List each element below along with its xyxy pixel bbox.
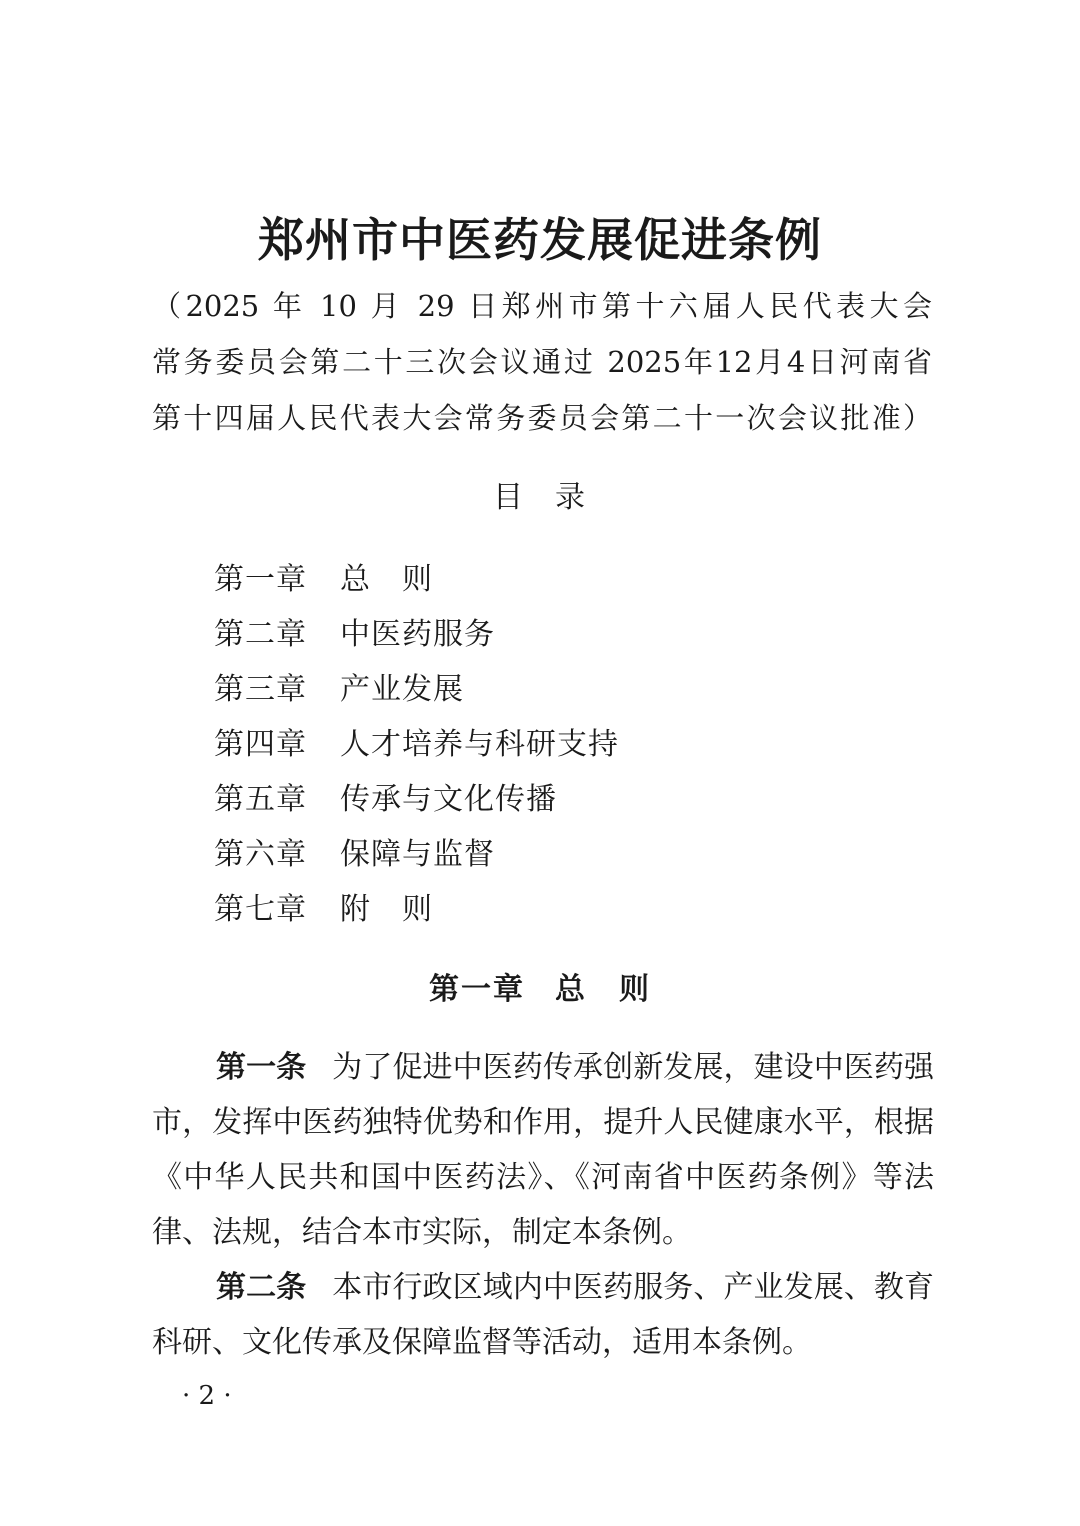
toc-heading-left: 目 bbox=[493, 480, 525, 515]
toc-chapter-number: 第一章 bbox=[214, 561, 307, 597]
toc-item bbox=[214, 878, 914, 933]
toc-chapter-number: 第四章 bbox=[214, 726, 307, 762]
article-text: 本市行政区域内中医药服务、产业发展、教育科研、文化传承及保障监督等活动，适用本条例。 bbox=[152, 1270, 935, 1360]
page-number: · 2 · bbox=[182, 1381, 232, 1411]
article-paragraph bbox=[152, 1260, 934, 1370]
toc-chapter-name: 中医药服务 bbox=[340, 616, 495, 652]
toc-chapter-name: 传承与文化传播 bbox=[340, 781, 557, 817]
toc-chapter-number: 第六章 bbox=[214, 836, 307, 872]
toc-chapter-name: 总 则 bbox=[340, 561, 433, 597]
chapter-body bbox=[152, 1040, 934, 1370]
chapter-heading-name: 总 则 bbox=[555, 972, 651, 1007]
toc-heading bbox=[0, 470, 1080, 526]
adoption-note-line: 常务委员会第二十三次会议通过 2025年12月4日河南省 bbox=[152, 345, 932, 379]
article-number: 第二条 bbox=[216, 1270, 307, 1305]
toc-chapter-name: 保障与监督 bbox=[340, 836, 495, 872]
toc-chapter-name: 产业发展 bbox=[340, 671, 464, 707]
chapter-heading-number: 第一章 bbox=[429, 972, 525, 1007]
toc-chapter-number: 第二章 bbox=[214, 616, 307, 652]
document-title: 郑州市中医药发展促进条例 bbox=[258, 213, 822, 267]
toc-chapter-name: 人才培养与科研支持 bbox=[340, 726, 619, 762]
toc-item bbox=[214, 713, 914, 768]
adoption-note-line: （2025 年 10 月 29 日郑州市第十六届人民代表大会 bbox=[152, 289, 932, 323]
toc-chapter-number: 第五章 bbox=[214, 781, 307, 817]
article-number: 第一条 bbox=[216, 1050, 307, 1085]
toc-item bbox=[214, 603, 914, 658]
toc-item bbox=[214, 768, 914, 823]
table-of-contents bbox=[214, 548, 914, 933]
toc-chapter-name: 附 则 bbox=[340, 891, 433, 927]
article-text: 为了促进中医药传承创新发展，建设中医药强市，发挥中医药独特优势和作用，提升人民健康水平，根据《中华人民共和国中医药法》、《河南省中医药条例》等法律、法规，结合本市实际，制定本条例。 bbox=[152, 1050, 935, 1250]
toc-heading-right: 录 bbox=[555, 480, 587, 515]
adoption-note-line: 第十四届人民代表大会常务委员会第二十一次会议批准） bbox=[152, 401, 932, 435]
chapter-heading bbox=[0, 962, 1080, 1018]
toc-item bbox=[214, 658, 914, 713]
toc-chapter-number: 第三章 bbox=[214, 671, 307, 707]
article-paragraph bbox=[152, 1040, 934, 1260]
adoption-note bbox=[152, 278, 932, 446]
toc-chapter-number: 第七章 bbox=[214, 891, 307, 927]
toc-item bbox=[214, 548, 914, 603]
toc-item bbox=[214, 823, 914, 878]
